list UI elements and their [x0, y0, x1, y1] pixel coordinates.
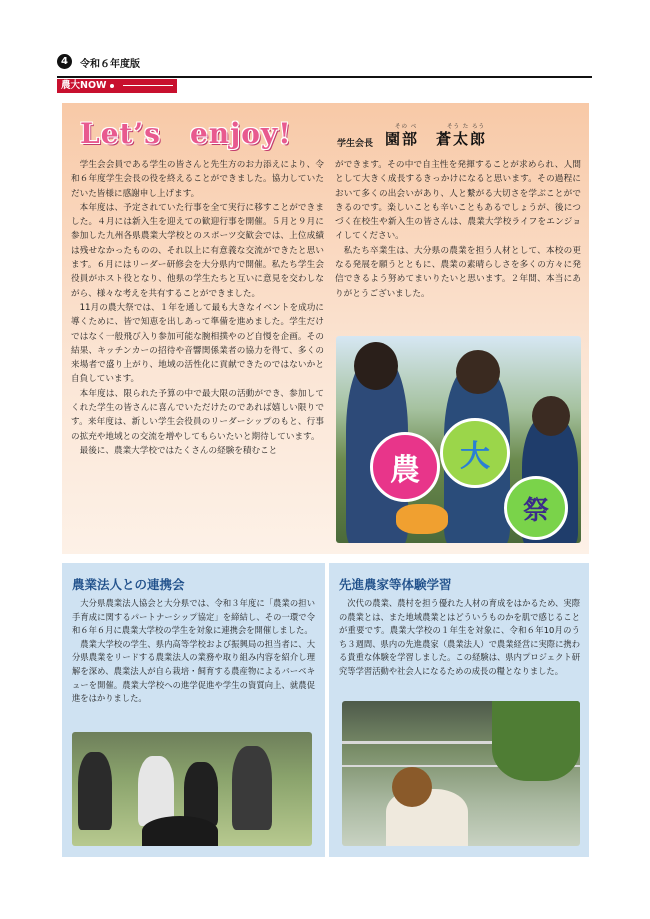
- cooperation-paragraph: 農業大学校の学生、県内高等学校および振興局の担当者に、大分県農業をリードする農業法人の業務や取り組み内容を紹介し理解を深め、農業法人が自ら栽培・飼育する農産物によるバーベキューを開催。農業大学校への進学促進や学生の資質向上、就農促進をはかりました。: [72, 638, 315, 704]
- photo-person-head: [392, 767, 432, 807]
- feature-title: Let’s enjoy!: [80, 117, 292, 150]
- cooperation-text: [72, 597, 315, 706]
- photo-sign: 大: [440, 418, 510, 488]
- photo-produce: [396, 504, 448, 534]
- feature-paragraph: 私たち卒業生は、大分県の農業を担う人材として、本校の更なる発展を願うとともに、農業の素晴らしさを多くの方々に発信できるよう努めてまいりたいと思います。２年間、本当にありがとうございました。: [335, 245, 581, 299]
- photo-person-head: [456, 350, 500, 394]
- festival-photo: [336, 336, 581, 543]
- section-tag-label: 農大NOW: [61, 80, 107, 91]
- dot-icon: [110, 84, 114, 88]
- section-tag-line: [123, 85, 173, 86]
- president-role: 学生会長: [337, 139, 374, 149]
- photo-person: [142, 816, 218, 846]
- photo-person: [232, 746, 272, 830]
- feature-paragraph: 11月の農大祭では、１年を通して最も大きなイベントを成功に導くために、皆で知恵を出しあって準備を進めました。学生だけではなく一般飛び入り参加可能な腕相撲やのど自慢を企画。その結果、キッチンカーの招待や音響関係業者の協力を得て、多くの来場者で盛り上がり、地域の活性化に貢献できたのではないかと自負しています。: [71, 302, 324, 385]
- header-rule: [57, 76, 592, 78]
- photo-person: [138, 756, 174, 826]
- feature-paragraph: 本年度は、予定されていた行事を全て実行に移すことができました。４月には新入生を迎えての歓迎行事を開催。５月と９月に参加した九州各県農業大学校とのスポーツ交歓会では、上位成績は残せなかったものの、それ以上に有意義な交流ができたと思います。６月にはリーダー研修会を大分県内で開催。私たち学生会役員がホスト役となり、他県の学生たちと互いに意見を交わしながら、様々な考えを共有することができました。: [71, 202, 324, 299]
- bbq-photo: [72, 732, 312, 846]
- cooperation-heading: 農業法人との連携会: [72, 577, 185, 592]
- president-ruby-given: そう た ろう: [447, 124, 485, 130]
- feature-paragraph: 最後に、農業大学校ではたくさんの経験を積むこと: [79, 445, 278, 456]
- photo-person-head: [532, 396, 570, 436]
- photo-foliage: [492, 701, 580, 781]
- feature-paragraph: 本年度は、限られた予算の中で最大限の活動ができ、参加してくれた学生の皆さんに喜んでいただけたのであれば嬉しい限りです。来年度は、新しい学生会役員のリーダーシップのもと、行事の拡充や地域との交流を増やしてもらいたいと期待しています。: [71, 388, 324, 442]
- photo-sign: 農: [370, 432, 440, 502]
- feature-paragraph: ができます。その中で自主性を発揮することが求められ、人間として大きく成長するきっかけになると思います。その過程において多くの出会いがあり、人と繋がる大切さを学ぶことができるのです。楽しいことも辛いこともあるでしょうが、後につづく在校生や新入生の皆さんは、農業大学校ライフをエンジョイしてください。: [335, 160, 581, 242]
- feature-left-column: [71, 158, 324, 458]
- cooperation-paragraph: 大分県農業法人協会と大分県では、令和３年度に「農業の担い手育成に関するパートナーシップ協定」を締結し、その一環で令和６年６月に農業大学校の学生を対象に連携会を開催しました。: [72, 598, 315, 636]
- edition-label: 令和６年度版: [80, 59, 140, 70]
- experience-heading: 先進農家等体験学習: [339, 577, 452, 592]
- photo-person-head: [354, 342, 398, 390]
- president-name: 園部 蒼太郎: [385, 130, 488, 148]
- feature-paragraph: 学生会会員である学生の皆さんと先生方のお力添えにより、令和６年度学生会長の役を終えることができました。協力していただいた皆様に感謝申し上げます。: [71, 160, 324, 199]
- farm-photo: [342, 701, 580, 846]
- section-tag: [57, 79, 177, 93]
- experience-text: [339, 597, 580, 679]
- page-number-badge: 4: [57, 54, 72, 69]
- photo-person: [78, 752, 112, 830]
- feature-right-column: [335, 158, 581, 301]
- experience-paragraph: 次代の農業、農村を担う優れた人材の育成をはかるため、実際の農業とは、また地域農業とはどういうものかを肌で感じることが重要です。農業大学校の１年生を対象に、令和６年10月のうち３週間、県内の先進農家（農業法人）で農業経営に実際に携わる貴重な体験を学習しました。この経験は、県内プロジェクト研究等学習活動や社会人になるための成長の糧となりました。: [339, 598, 580, 676]
- photo-sign: 祭: [504, 476, 568, 540]
- president-ruby-surname: その べ: [395, 124, 418, 130]
